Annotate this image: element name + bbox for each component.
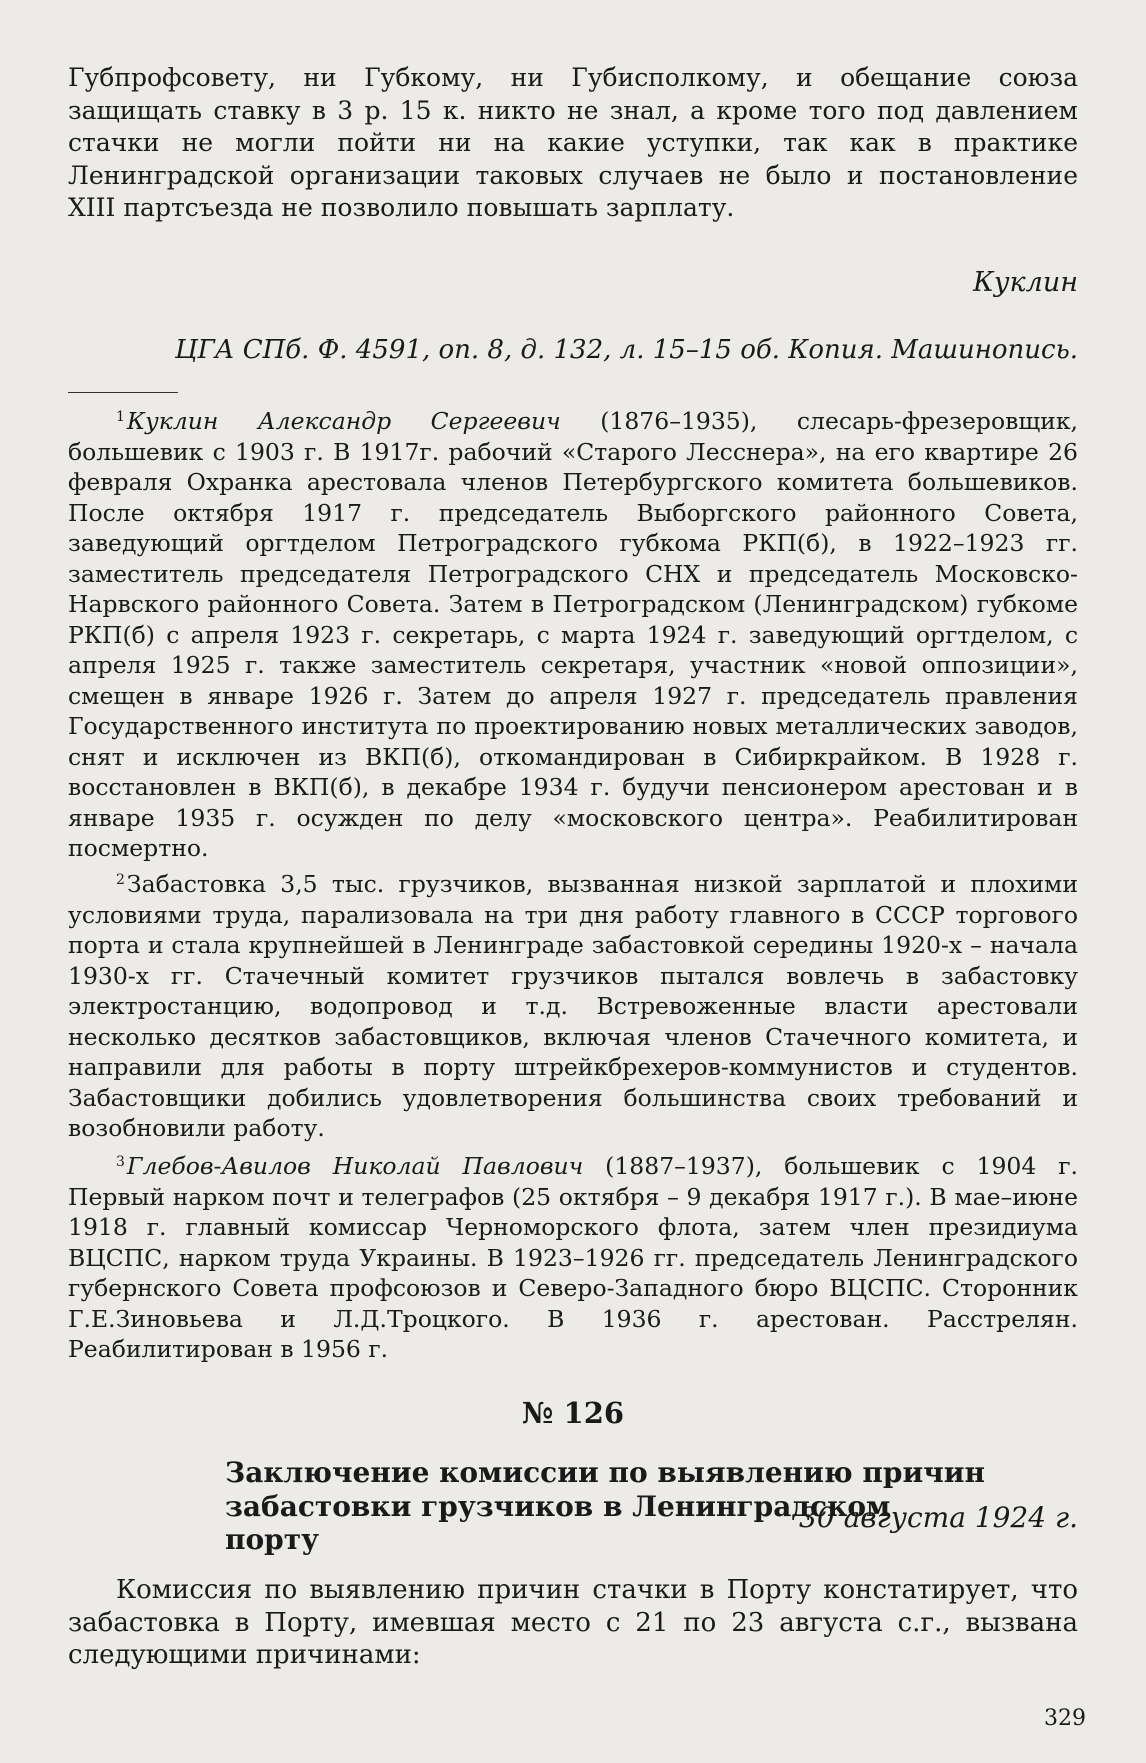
footnote-2-marker: 2 [116,872,125,888]
document-title-line-1: Заключение комиссии по выявлению причин [225,1456,985,1489]
document-number: № 126 [521,1396,625,1430]
document-opening [68,1574,1078,1672]
footnote-2 [68,865,1078,1144]
main-paragraph: Губпрофсовету, ни Губкому, ни Губисполкому, и обещание союза защищать ставку в 3 р. 15 к. никто не знал, а кроме того под давлением стачки не могли пойти ни на какие уступки, так как в практике Ленинградской организации таковых случаев не было и постановление XIII партсъезда не позволило повышать зарплату. [68,63,1078,223]
page-number: 329 [1044,1706,1086,1731]
archive-reference: ЦГА СПб. Ф. 4591, оп. 8, д. 132, л. 15–15 об. Копия. Машинопись. [174,335,1078,365]
footnote-divider [68,392,178,393]
document-opening-text: Комиссия по выявлению причин стачки в Порту констатирует, что забастовка в Порту, имевшая место с 21 по 23 августа с.г., вызвана следующими причинами: [68,1575,1078,1670]
footnote-2-text: Забастовка 3,5 тыс. грузчиков, вызванная низкой зарплатой и плохими условиями труда, парализовала на три дня работу главного в СССР торгового порта и стала крупнейшей в Ленинграде забастовкой середины 1920-х – начала 1930-х гг. Стачечный комитет грузчиков пытался вовлечь в забастовку электростанцию, водопровод и т.д. Встревоженные власти арестовали несколько десятков забастовщиков, включая членов Стачечного комитета, и направили для работы в порту штрейкбрехеров-коммунистов и студентов. Забастовщики добились удовлетворения большинства своих требований и возобновили работу. [68,870,1078,1142]
footnote-3-marker: 3 [116,1154,125,1170]
footnote-1-marker: 1 [116,409,125,425]
signature: Куклин [972,267,1078,298]
footnote-1 [68,402,1078,864]
footnote-3 [68,1147,1078,1365]
footnote-1-name: Куклин Александр Сергеевич [126,407,561,435]
document-date: 30 августа 1924 г. [799,1501,1078,1534]
footnote-3-name: Глебов-Авилов Николай Павлович [126,1152,584,1180]
footnote-3-text: (1887–1937), большевик с 1904 г. Первый нарком почт и телеграфов (25 октября – 9 декабря 1917 г.). В мае–июне 1918 г. главный комиссар Черноморского флота, затем член президиума ВЦСПС, нарком труда Украины. В 1923–1926 гг. председатель Ленинградского губернского Совета профсоюзов и Северо-Западного бюро ВЦСПС. Сторонник Г.Е.Зиновьева и Л.Д.Троцкого. В 1936 г. арестован. Расстрелян. Реабилитирован в 1956 г. [68,1152,1078,1363]
footnote-1-text: (1876–1935), слесарь-фрезеровщик, большевик с 1903 г. В 1917г. рабочий «Старого Лесснера», на его квартире 26 февраля Охранка арестовала членов Петербургского комитета большевиков. После октября 1917 г. председатель Выборгского районного Совета, заведующий оргтделом Петроградского губкома РКП(б), в 1922–1923 гг. заместитель председателя Петроградского СНХ и председатель Московско-Нарвского районного Совета. Затем в Петроградском (Ленинградском) губкоме РКП(б) с апреля 1923 г. секретарь, с марта 1924 г. заведующий оргтделом, с апреля 1925 г. также заместитель секретаря, участник «новой оппозиции», смещен в январе 1926 г. Затем до апреля 1927 г. председатель правления Государственного института по проектированию новых металлических заводов, снят и исключен из ВКП(б), откомандирован в Сибиркрайком. В 1928 г. восстановлен в ВКП(б), в декабре 1934 г. будучи пенсионером арестован и в январе 1935 г. осужден по делу «московского центра». Реабилитирован посмертно. [68,407,1079,862]
document-title-line-2: забастовки грузчиков в Ленинградском порту [225,1489,891,1556]
